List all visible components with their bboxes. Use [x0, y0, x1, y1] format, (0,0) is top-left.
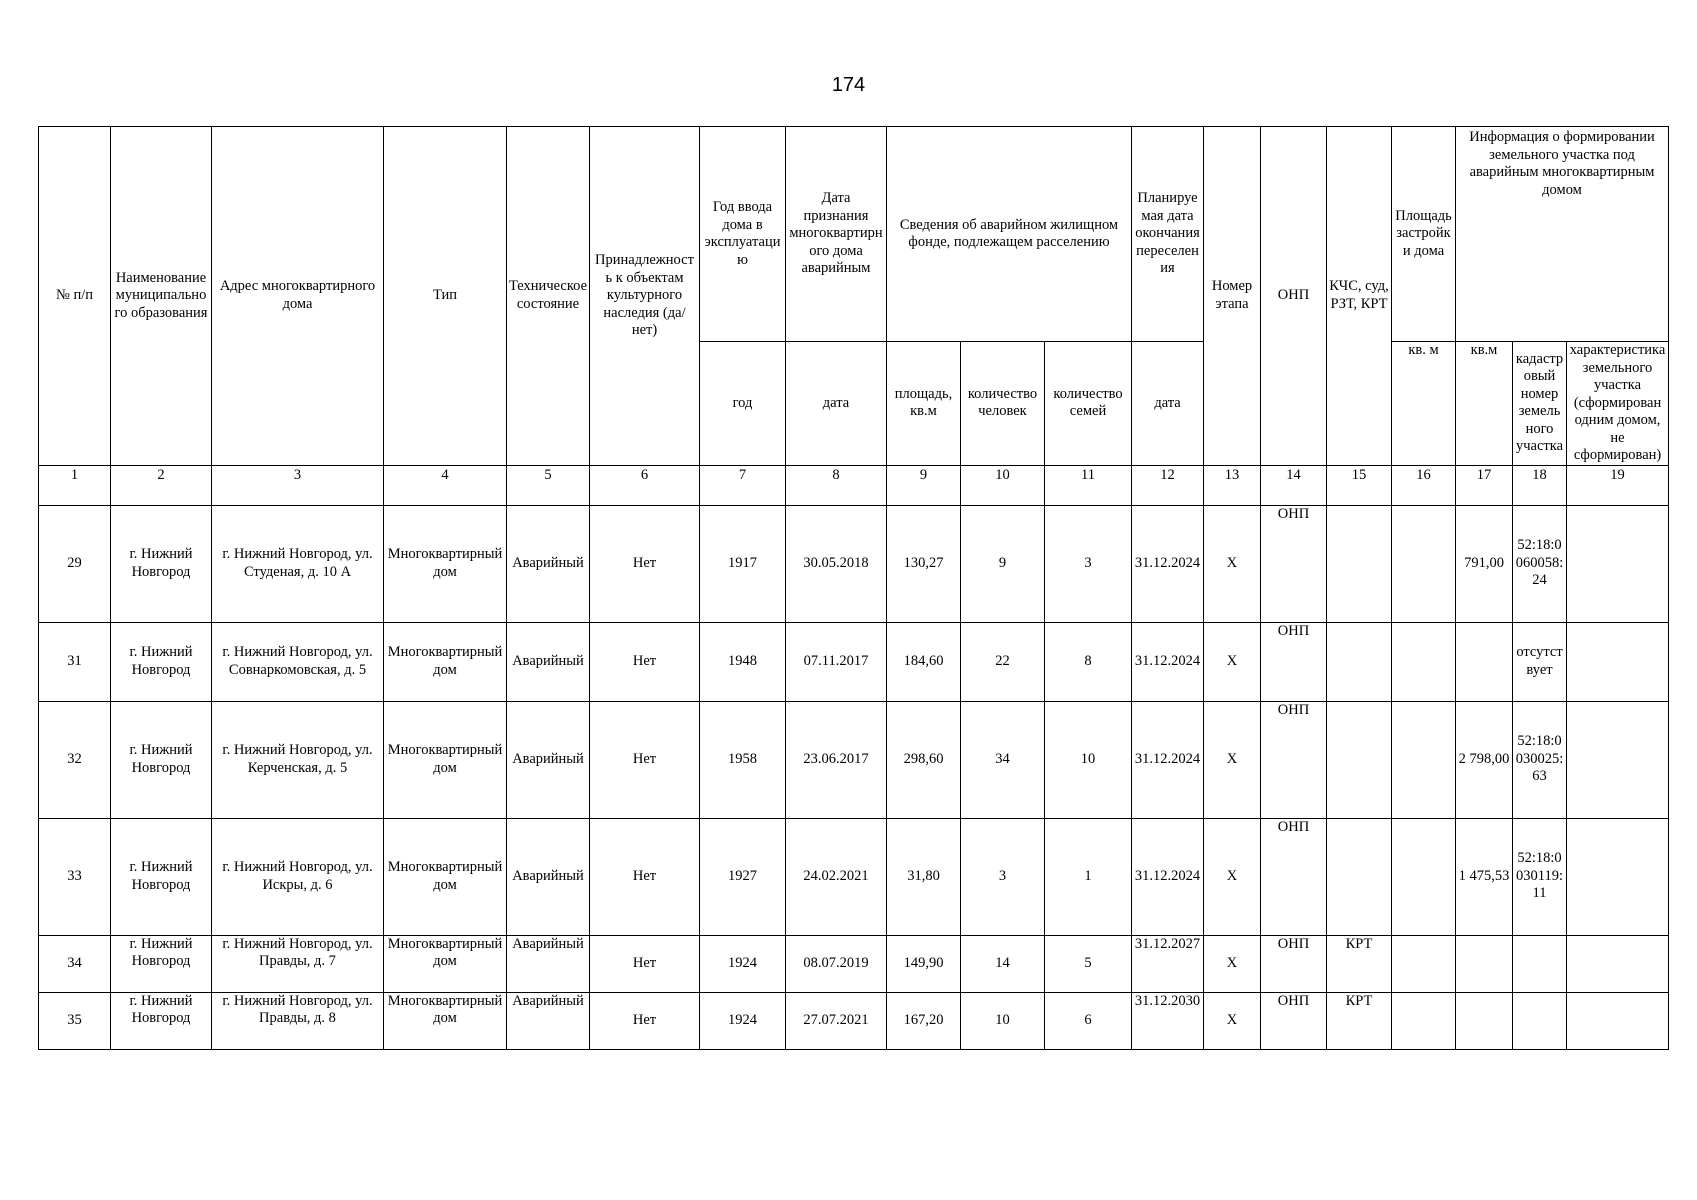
cell-heritage: Нет	[590, 935, 700, 992]
subheader-col-12: дата	[1132, 342, 1204, 466]
cell-kchs	[1327, 505, 1392, 622]
cell-date: 08.07.2019	[786, 935, 887, 992]
cell-kchs	[1327, 622, 1392, 701]
subheader-col-8: дата	[786, 342, 887, 466]
cell-number: 31	[39, 622, 111, 701]
cell-land-area	[1456, 622, 1513, 701]
cell-type: Многоквартирный дом	[384, 622, 507, 701]
cell-onp: ОНП	[1261, 701, 1327, 818]
cell-number: 34	[39, 935, 111, 992]
column-number: 19	[1567, 465, 1669, 505]
column-number: 8	[786, 465, 887, 505]
table-row	[39, 818, 1669, 935]
cell-cadastral: 52:18:0030119:11	[1513, 818, 1567, 935]
cell-municipality: г. Нижний Новгород	[111, 701, 212, 818]
table-row	[39, 992, 1669, 1049]
cell-land-char	[1567, 505, 1669, 622]
column-number: 4	[384, 465, 507, 505]
column-number: 2	[111, 465, 212, 505]
cell-land-area	[1456, 935, 1513, 992]
cell-municipality: г. Нижний Новгород	[111, 935, 212, 992]
cell-type: Многоквартирный дом	[384, 701, 507, 818]
cell-heritage: Нет	[590, 505, 700, 622]
column-number: 7	[700, 465, 786, 505]
table-row	[39, 935, 1669, 992]
column-number: 14	[1261, 465, 1327, 505]
cell-address: г. Нижний Новгород, ул. Студеная, д. 10 А	[212, 505, 384, 622]
cell-number: 35	[39, 992, 111, 1049]
cell-address: г. Нижний Новгород, ул. Совнаркомовская, д. 5	[212, 622, 384, 701]
column-numbers-row	[39, 465, 1669, 505]
cell-year: 1924	[700, 992, 786, 1049]
cell-kchs: КРТ	[1327, 935, 1392, 992]
cell-type: Многоквартирный дом	[384, 935, 507, 992]
cell-families: 10	[1045, 701, 1132, 818]
subheader-col-17: кв.м	[1456, 342, 1513, 466]
cell-stage: Х	[1204, 505, 1261, 622]
cell-heritage: Нет	[590, 992, 700, 1049]
header-col-14: ОНП	[1261, 127, 1327, 466]
cell-address: г. Нижний Новгород, ул. Правды, д. 8	[212, 992, 384, 1049]
column-number: 10	[961, 465, 1045, 505]
cell-people: 22	[961, 622, 1045, 701]
cell-cadastral: отсутствует	[1513, 622, 1567, 701]
cell-year: 1924	[700, 935, 786, 992]
column-number: 5	[507, 465, 590, 505]
cell-heritage: Нет	[590, 701, 700, 818]
table-row	[39, 701, 1669, 818]
cell-kchs	[1327, 818, 1392, 935]
cell-plan-date: 31.12.2027	[1132, 935, 1204, 992]
cell-date: 30.05.2018	[786, 505, 887, 622]
cell-plan-date: 31.12.2030	[1132, 992, 1204, 1049]
cell-families: 8	[1045, 622, 1132, 701]
subheader-col-11: количество семей	[1045, 342, 1132, 466]
column-number: 1	[39, 465, 111, 505]
cell-people: 9	[961, 505, 1045, 622]
cell-build-area	[1392, 992, 1456, 1049]
cell-plan-date: 31.12.2024	[1132, 818, 1204, 935]
cell-type: Многоквартирный дом	[384, 992, 507, 1049]
cell-date: 07.11.2017	[786, 622, 887, 701]
header-col-3: Адрес многоквартирного дома	[212, 127, 384, 466]
cell-state: Аварийный	[507, 505, 590, 622]
header-col-2: Наименование муниципального образования	[111, 127, 212, 466]
cell-land-area: 2 798,00	[1456, 701, 1513, 818]
cell-area: 167,20	[887, 992, 961, 1049]
cell-onp: ОНП	[1261, 622, 1327, 701]
cell-state: Аварийный	[507, 701, 590, 818]
cell-municipality: г. Нижний Новгород	[111, 505, 212, 622]
table-row	[39, 622, 1669, 701]
cell-kchs	[1327, 701, 1392, 818]
cell-cadastral	[1513, 935, 1567, 992]
subheader-col-10: количество человек	[961, 342, 1045, 466]
cell-families: 6	[1045, 992, 1132, 1049]
cell-plan-date: 31.12.2024	[1132, 505, 1204, 622]
cell-year: 1948	[700, 622, 786, 701]
cell-kchs: КРТ	[1327, 992, 1392, 1049]
header-group-9-11: Сведения об аварийном жилищном фонде, подлежащем расселению	[887, 127, 1132, 342]
column-number: 13	[1204, 465, 1261, 505]
header-group-17-19: Информация о формировании земельного участка под аварийным многоквартирным домом	[1456, 127, 1669, 342]
cell-land-char	[1567, 935, 1669, 992]
column-number: 6	[590, 465, 700, 505]
cell-state: Аварийный	[507, 818, 590, 935]
cell-land-char	[1567, 992, 1669, 1049]
header-col-13: Номер этапа	[1204, 127, 1261, 466]
cell-heritage: Нет	[590, 622, 700, 701]
header-col-12: Планируемая дата окончания переселения	[1132, 127, 1204, 342]
header-col-15: КЧС, суд, РЗТ, КРТ	[1327, 127, 1392, 466]
cell-families: 5	[1045, 935, 1132, 992]
cell-stage: Х	[1204, 622, 1261, 701]
subheader-col-16: кв. м	[1392, 342, 1456, 466]
column-number: 12	[1132, 465, 1204, 505]
cell-build-area	[1392, 935, 1456, 992]
cell-onp: ОНП	[1261, 935, 1327, 992]
cell-heritage: Нет	[590, 818, 700, 935]
cell-onp: ОНП	[1261, 818, 1327, 935]
cell-people: 3	[961, 818, 1045, 935]
cell-families: 3	[1045, 505, 1132, 622]
cell-land-area	[1456, 992, 1513, 1049]
column-number: 11	[1045, 465, 1132, 505]
cell-stage: Х	[1204, 992, 1261, 1049]
header-col-5: Техническое состояние	[507, 127, 590, 466]
cell-area: 130,27	[887, 505, 961, 622]
cell-build-area	[1392, 505, 1456, 622]
subheader-col-19: характеристика земельного участка (сформирован одним домом, не сформирован)	[1567, 342, 1669, 466]
cell-area: 149,90	[887, 935, 961, 992]
column-number: 15	[1327, 465, 1392, 505]
cell-cadastral: 52:18:0030025:63	[1513, 701, 1567, 818]
cell-area: 184,60	[887, 622, 961, 701]
cell-stage: Х	[1204, 935, 1261, 992]
cell-type: Многоквартирный дом	[384, 818, 507, 935]
cell-land-area: 1 475,53	[1456, 818, 1513, 935]
column-number: 18	[1513, 465, 1567, 505]
cell-municipality: г. Нижний Новгород	[111, 622, 212, 701]
subheader-col-9: площадь, кв.м	[887, 342, 961, 466]
cell-number: 32	[39, 701, 111, 818]
cell-people: 14	[961, 935, 1045, 992]
column-number: 17	[1456, 465, 1513, 505]
cell-cadastral	[1513, 992, 1567, 1049]
cell-state: Аварийный	[507, 935, 590, 992]
cell-number: 29	[39, 505, 111, 622]
cell-land-char	[1567, 701, 1669, 818]
cell-state: Аварийный	[507, 992, 590, 1049]
page-number: 174	[831, 74, 866, 96]
header-col-16: Площадь застройки дома	[1392, 127, 1456, 342]
cell-type: Многоквартирный дом	[384, 505, 507, 622]
cell-municipality: г. Нижний Новгород	[111, 992, 212, 1049]
cell-families: 1	[1045, 818, 1132, 935]
cell-plan-date: 31.12.2024	[1132, 622, 1204, 701]
cell-date: 24.02.2021	[786, 818, 887, 935]
cell-build-area	[1392, 701, 1456, 818]
header-col-1: № п/п	[39, 127, 111, 466]
cell-address: г. Нижний Новгород, ул. Керченская, д. 5	[212, 701, 384, 818]
cell-date: 27.07.2021	[786, 992, 887, 1049]
column-number: 16	[1392, 465, 1456, 505]
cell-number: 33	[39, 818, 111, 935]
header-col-6: Принадлежность к объектам культурного наследия (да/нет)	[590, 127, 700, 466]
cell-build-area	[1392, 622, 1456, 701]
header-col-7: Год ввода дома в эксплуатацию	[700, 127, 786, 342]
cell-year: 1917	[700, 505, 786, 622]
subheader-col-7: год	[700, 342, 786, 466]
resettlement-table	[38, 126, 1669, 1050]
cell-address: г. Нижний Новгород, ул. Искры, д. 6	[212, 818, 384, 935]
cell-municipality: г. Нижний Новгород	[111, 818, 212, 935]
cell-stage: Х	[1204, 818, 1261, 935]
cell-state: Аварийный	[507, 622, 590, 701]
cell-date: 23.06.2017	[786, 701, 887, 818]
cell-build-area	[1392, 818, 1456, 935]
cell-stage: Х	[1204, 701, 1261, 818]
cell-year: 1927	[700, 818, 786, 935]
cell-people: 10	[961, 992, 1045, 1049]
cell-area: 298,60	[887, 701, 961, 818]
cell-land-char	[1567, 622, 1669, 701]
cell-plan-date: 31.12.2024	[1132, 701, 1204, 818]
cell-land-area: 791,00	[1456, 505, 1513, 622]
cell-address: г. Нижний Новгород, ул. Правды, д. 7	[212, 935, 384, 992]
column-number: 3	[212, 465, 384, 505]
cell-people: 34	[961, 701, 1045, 818]
header-col-4: Тип	[384, 127, 507, 466]
column-number: 9	[887, 465, 961, 505]
cell-area: 31,80	[887, 818, 961, 935]
header-col-8: Дата признания многоквартирного дома аварийным	[786, 127, 887, 342]
cell-land-char	[1567, 818, 1669, 935]
cell-onp: ОНП	[1261, 992, 1327, 1049]
table-row	[39, 505, 1669, 622]
cell-cadastral: 52:18:0060058:24	[1513, 505, 1567, 622]
cell-year: 1958	[700, 701, 786, 818]
subheader-col-18: кадастровый номер земельного участка	[1513, 342, 1567, 466]
cell-onp: ОНП	[1261, 505, 1327, 622]
